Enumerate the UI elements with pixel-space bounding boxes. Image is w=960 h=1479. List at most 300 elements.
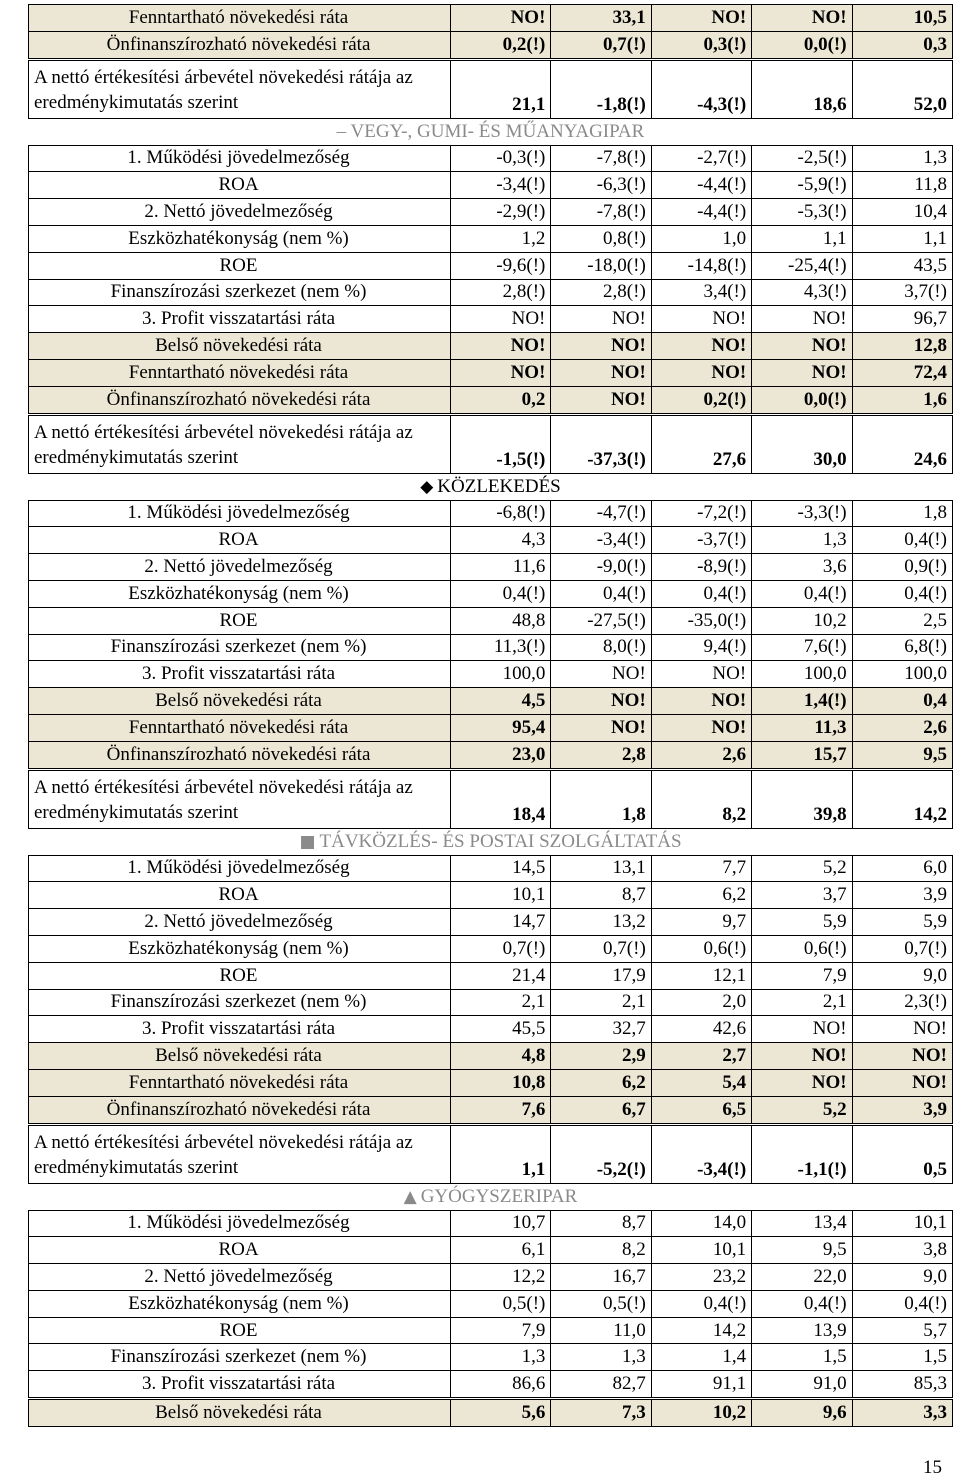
value-cell: NO! xyxy=(752,1069,852,1096)
table-row xyxy=(29,661,953,688)
row-label: 3. Profit visszatartási ráta xyxy=(29,306,451,333)
value-cell: 0,2 xyxy=(451,386,551,414)
value-cell: 1,3 xyxy=(551,1344,651,1371)
table-row xyxy=(29,1237,953,1264)
section-title-cell xyxy=(29,828,953,855)
value-cell: NO! xyxy=(852,1043,952,1070)
value-cell: 1,8 xyxy=(551,769,651,828)
value-cell: -5,9(!) xyxy=(752,172,852,199)
row-label: ROE xyxy=(29,962,451,989)
table-row xyxy=(29,414,953,473)
value-cell: -4,7(!) xyxy=(551,500,651,527)
value-cell: 0,2(!) xyxy=(451,31,551,59)
value-cell: 0,5 xyxy=(852,1124,952,1183)
row-label: 3. Profit visszatartási ráta xyxy=(29,1371,451,1399)
table-row xyxy=(29,1399,953,1427)
value-cell: NO! xyxy=(651,688,751,715)
value-cell: 10,7 xyxy=(451,1210,551,1237)
section-title: – VEGY-, GUMI- ÉS MŰANYAGIPAR xyxy=(336,120,645,142)
value-cell: 3,7 xyxy=(752,882,852,909)
table-row xyxy=(29,607,953,634)
value-cell: NO! xyxy=(651,5,751,32)
table-row xyxy=(29,145,953,172)
value-cell: 10,2 xyxy=(752,607,852,634)
value-cell: 15,7 xyxy=(752,741,852,769)
value-cell: 11,3(!) xyxy=(451,634,551,661)
value-cell: -1,1(!) xyxy=(752,1124,852,1183)
row-label: 2. Nettó jövedelmezőség xyxy=(29,1264,451,1291)
value-cell: NO! xyxy=(451,333,551,360)
value-cell: 9,7 xyxy=(651,909,751,936)
row-label: 3. Profit visszatartási ráta xyxy=(29,661,451,688)
value-cell: 0,4 xyxy=(852,688,952,715)
row-label: ROA xyxy=(29,172,451,199)
value-cell: 10,4 xyxy=(852,199,952,226)
value-cell: 6,8(!) xyxy=(852,634,952,661)
section-marker-icon: ▲ xyxy=(403,1186,417,1207)
value-cell: -3,3(!) xyxy=(752,500,852,527)
value-cell: -7,8(!) xyxy=(551,145,651,172)
value-cell: 0,4(!) xyxy=(451,580,551,607)
section-title: KÖZLEKEDÉS xyxy=(437,475,561,497)
value-cell: -1,5(!) xyxy=(451,414,551,473)
value-cell: 10,1 xyxy=(852,1210,952,1237)
value-cell: NO! xyxy=(451,5,551,32)
table-row xyxy=(29,199,953,226)
value-cell: 6,5 xyxy=(651,1096,751,1124)
value-cell: 10,2 xyxy=(651,1399,751,1427)
value-cell: NO! xyxy=(551,386,651,414)
value-cell: 8,7 xyxy=(551,1210,651,1237)
value-cell: -1,8(!) xyxy=(551,59,651,118)
row-label: A nettó értékesítési árbevétel növekedési rátája az eredménykimutatás szerint xyxy=(29,414,451,473)
value-cell: 8,7 xyxy=(551,882,651,909)
table-row xyxy=(29,225,953,252)
section-title-cell xyxy=(29,118,953,145)
value-cell: NO! xyxy=(752,5,852,32)
value-cell: NO! xyxy=(551,688,651,715)
value-cell: NO! xyxy=(752,1043,852,1070)
table-row xyxy=(29,1096,953,1124)
value-cell: NO! xyxy=(752,306,852,333)
value-cell: 85,3 xyxy=(852,1371,952,1399)
value-cell: 0,5(!) xyxy=(451,1290,551,1317)
value-cell: NO! xyxy=(551,714,651,741)
value-cell: 14,2 xyxy=(651,1317,751,1344)
value-cell: 7,6 xyxy=(451,1096,551,1124)
value-cell: 1,5 xyxy=(752,1344,852,1371)
table-row xyxy=(29,527,953,554)
value-cell: 8,2 xyxy=(551,1237,651,1264)
section-header-row xyxy=(29,118,953,145)
value-cell: 0,6(!) xyxy=(651,935,751,962)
value-cell: 8,0(!) xyxy=(551,634,651,661)
table-row xyxy=(29,1317,953,1344)
value-cell: 3,8 xyxy=(852,1237,952,1264)
value-cell: 6,2 xyxy=(551,1069,651,1096)
value-cell: -35,0(!) xyxy=(651,607,751,634)
row-label: Önfinanszírozható növekedési ráta xyxy=(29,386,451,414)
value-cell: 9,6 xyxy=(752,1399,852,1427)
row-label: 1. Működési jövedelmezőség xyxy=(29,145,451,172)
value-cell: 30,0 xyxy=(752,414,852,473)
value-cell: 2,8 xyxy=(551,741,651,769)
value-cell: 82,7 xyxy=(551,1371,651,1399)
table-row xyxy=(29,1016,953,1043)
value-cell: 27,6 xyxy=(651,414,751,473)
value-cell: 2,1 xyxy=(551,989,651,1016)
value-cell: 1,1 xyxy=(752,225,852,252)
table-row xyxy=(29,1344,953,1371)
value-cell: 7,9 xyxy=(752,962,852,989)
value-cell: 21,1 xyxy=(451,59,551,118)
value-cell: 3,3 xyxy=(852,1399,952,1427)
value-cell: 6,2 xyxy=(651,882,751,909)
value-cell: 11,3 xyxy=(752,714,852,741)
table-row xyxy=(29,252,953,279)
value-cell: 0,4(!) xyxy=(852,1290,952,1317)
value-cell: 0,0(!) xyxy=(752,31,852,59)
value-cell: 0,6(!) xyxy=(752,935,852,962)
value-cell: -3,7(!) xyxy=(651,527,751,554)
value-cell: 32,7 xyxy=(551,1016,651,1043)
row-label: Belső növekedési ráta xyxy=(29,333,451,360)
row-label: Belső növekedési ráta xyxy=(29,688,451,715)
value-cell: 0,4(!) xyxy=(551,580,651,607)
row-label: Eszközhatékonyság (nem %) xyxy=(29,580,451,607)
value-cell: 13,2 xyxy=(551,909,651,936)
value-cell: 2,0 xyxy=(651,989,751,1016)
value-cell: 8,2 xyxy=(651,769,751,828)
value-cell: 5,9 xyxy=(752,909,852,936)
table-row xyxy=(29,1371,953,1399)
value-cell: -3,4(!) xyxy=(551,527,651,554)
section-marker-icon: ■ xyxy=(299,831,316,852)
row-label: ROA xyxy=(29,527,451,554)
row-label: Finanszírozási szerkezet (nem %) xyxy=(29,1344,451,1371)
value-cell: 3,7(!) xyxy=(852,279,952,306)
value-cell: -27,5(!) xyxy=(551,607,651,634)
value-cell: 72,4 xyxy=(852,359,952,386)
value-cell: NO! xyxy=(451,306,551,333)
value-cell: 23,2 xyxy=(651,1264,751,1291)
value-cell: 91,1 xyxy=(651,1371,751,1399)
table-row xyxy=(29,580,953,607)
value-cell: 1,1 xyxy=(451,1124,551,1183)
value-cell: 45,5 xyxy=(451,1016,551,1043)
value-cell: 7,9 xyxy=(451,1317,551,1344)
value-cell: NO! xyxy=(852,1069,952,1096)
value-cell: 24,6 xyxy=(852,414,952,473)
value-cell: 14,7 xyxy=(451,909,551,936)
row-label: 2. Nettó jövedelmezőség xyxy=(29,909,451,936)
value-cell: 10,8 xyxy=(451,1069,551,1096)
row-label: Finanszírozási szerkezet (nem %) xyxy=(29,634,451,661)
value-cell: 0,4(!) xyxy=(752,1290,852,1317)
value-cell: NO! xyxy=(551,333,651,360)
value-cell: -2,9(!) xyxy=(451,199,551,226)
value-cell: NO! xyxy=(551,306,651,333)
row-label: Önfinanszírozható növekedési ráta xyxy=(29,31,451,59)
value-cell: 1,4 xyxy=(651,1344,751,1371)
section-title-cell xyxy=(29,473,953,500)
row-label: Önfinanszírozható növekedési ráta xyxy=(29,741,451,769)
value-cell: 16,7 xyxy=(551,1264,651,1291)
value-cell: -8,9(!) xyxy=(651,554,751,581)
table-row xyxy=(29,989,953,1016)
table-row xyxy=(29,386,953,414)
row-label: 1. Működési jövedelmezőség xyxy=(29,855,451,882)
value-cell: 0,0(!) xyxy=(752,386,852,414)
value-cell: 0,4(!) xyxy=(852,527,952,554)
value-cell: -6,3(!) xyxy=(551,172,651,199)
value-cell: -4,3(!) xyxy=(651,59,751,118)
value-cell: 0,5(!) xyxy=(551,1290,651,1317)
row-label: Belső növekedési ráta xyxy=(29,1043,451,1070)
value-cell: 10,1 xyxy=(451,882,551,909)
value-cell: -4,4(!) xyxy=(651,199,751,226)
value-cell: 91,0 xyxy=(752,1371,852,1399)
value-cell: 0,7(!) xyxy=(451,935,551,962)
page-number: 15 xyxy=(923,1457,942,1478)
value-cell: -3,4(!) xyxy=(651,1124,751,1183)
value-cell: 2,3(!) xyxy=(852,989,952,1016)
table-row xyxy=(29,59,953,118)
value-cell: 6,0 xyxy=(852,855,952,882)
table-row xyxy=(29,909,953,936)
value-cell: 1,2 xyxy=(451,225,551,252)
table-row xyxy=(29,1290,953,1317)
value-cell: 23,0 xyxy=(451,741,551,769)
value-cell: 2,8(!) xyxy=(551,279,651,306)
value-cell: -37,3(!) xyxy=(551,414,651,473)
value-cell: 12,8 xyxy=(852,333,952,360)
value-cell: 4,5 xyxy=(451,688,551,715)
value-cell: 1,8 xyxy=(852,500,952,527)
row-label: Eszközhatékonyság (nem %) xyxy=(29,935,451,962)
row-label: Belső növekedési ráta xyxy=(29,1399,451,1427)
value-cell: 0,3(!) xyxy=(651,31,751,59)
value-cell: 1,4(!) xyxy=(752,688,852,715)
value-cell: -14,8(!) xyxy=(651,252,751,279)
row-label: Eszközhatékonyság (nem %) xyxy=(29,225,451,252)
value-cell: 11,8 xyxy=(852,172,952,199)
value-cell: 22,0 xyxy=(752,1264,852,1291)
table-row xyxy=(29,741,953,769)
value-cell: NO! xyxy=(651,333,751,360)
table-row xyxy=(29,5,953,32)
row-label: Fenntartható növekedési ráta xyxy=(29,714,451,741)
table-row xyxy=(29,962,953,989)
value-cell: 0,7(!) xyxy=(852,935,952,962)
value-cell: 3,9 xyxy=(852,882,952,909)
section-title: GYÓGYSZERIPAR xyxy=(420,1185,578,1207)
value-cell: 11,0 xyxy=(551,1317,651,1344)
value-cell: 96,7 xyxy=(852,306,952,333)
table-row xyxy=(29,688,953,715)
value-cell: -6,8(!) xyxy=(451,500,551,527)
value-cell: 6,7 xyxy=(551,1096,651,1124)
value-cell: NO! xyxy=(551,359,651,386)
value-cell: -7,8(!) xyxy=(551,199,651,226)
value-cell: -7,2(!) xyxy=(651,500,751,527)
value-cell: 12,2 xyxy=(451,1264,551,1291)
row-label: A nettó értékesítési árbevétel növekedési rátája az eredménykimutatás szerint xyxy=(29,1124,451,1183)
table-row xyxy=(29,359,953,386)
value-cell: 14,5 xyxy=(451,855,551,882)
section-header-row xyxy=(29,1183,953,1210)
value-cell: 13,1 xyxy=(551,855,651,882)
table-row xyxy=(29,500,953,527)
value-cell: NO! xyxy=(651,714,751,741)
value-cell: NO! xyxy=(852,1016,952,1043)
row-label: A nettó értékesítési árbevétel növekedési rátája az eredménykimutatás szerint xyxy=(29,769,451,828)
value-cell: 2,7 xyxy=(651,1043,751,1070)
value-cell: 100,0 xyxy=(752,661,852,688)
value-cell: 13,4 xyxy=(752,1210,852,1237)
value-cell: 2,6 xyxy=(651,741,751,769)
value-cell: 2,1 xyxy=(451,989,551,1016)
value-cell: 4,3 xyxy=(451,527,551,554)
value-cell: 14,2 xyxy=(852,769,952,828)
table-row xyxy=(29,172,953,199)
value-cell: 9,5 xyxy=(852,741,952,769)
value-cell: 2,6 xyxy=(852,714,952,741)
table-row xyxy=(29,714,953,741)
value-cell: -4,4(!) xyxy=(651,172,751,199)
table-row xyxy=(29,279,953,306)
value-cell: 2,8(!) xyxy=(451,279,551,306)
value-cell: 6,1 xyxy=(451,1237,551,1264)
value-cell: 9,0 xyxy=(852,1264,952,1291)
value-cell: -5,3(!) xyxy=(752,199,852,226)
row-label: Fenntartható növekedési ráta xyxy=(29,5,451,32)
row-label: A nettó értékesítési árbevétel növekedési rátája az eredménykimutatás szerint xyxy=(29,59,451,118)
value-cell: -18,0(!) xyxy=(551,252,651,279)
value-cell: NO! xyxy=(651,661,751,688)
row-label: Finanszírozási szerkezet (nem %) xyxy=(29,989,451,1016)
value-cell: 18,4 xyxy=(451,769,551,828)
section-title: TÁVKÖZLÉS- ÉS POSTAI SZOLGÁLTATÁS xyxy=(319,830,682,852)
table-row xyxy=(29,882,953,909)
value-cell: 7,7 xyxy=(651,855,751,882)
row-label: Finanszírozási szerkezet (nem %) xyxy=(29,279,451,306)
row-label: 2. Nettó jövedelmezőség xyxy=(29,199,451,226)
table-row xyxy=(29,31,953,59)
value-cell: 3,9 xyxy=(852,1096,952,1124)
value-cell: -2,7(!) xyxy=(651,145,751,172)
value-cell: NO! xyxy=(551,661,651,688)
value-cell: 0,7(!) xyxy=(551,31,651,59)
table-row xyxy=(29,554,953,581)
value-cell: 42,6 xyxy=(651,1016,751,1043)
value-cell: 0,4(!) xyxy=(651,1290,751,1317)
value-cell: 3,6 xyxy=(752,554,852,581)
value-cell: 1,3 xyxy=(451,1344,551,1371)
row-label: Fenntartható növekedési ráta xyxy=(29,1069,451,1096)
value-cell: 2,9 xyxy=(551,1043,651,1070)
value-cell: NO! xyxy=(651,359,751,386)
row-label: Fenntartható növekedési ráta xyxy=(29,359,451,386)
row-label: Eszközhatékonyság (nem %) xyxy=(29,1290,451,1317)
section-header-row xyxy=(29,828,953,855)
section-header-row xyxy=(29,473,953,500)
value-cell: 1,5 xyxy=(852,1344,952,1371)
value-cell: 1,1 xyxy=(852,225,952,252)
value-cell: 2,5 xyxy=(852,607,952,634)
value-cell: 39,8 xyxy=(752,769,852,828)
value-cell: 5,2 xyxy=(752,855,852,882)
value-cell: 0,9(!) xyxy=(852,554,952,581)
value-cell: NO! xyxy=(451,359,551,386)
value-cell: 43,5 xyxy=(852,252,952,279)
value-cell: -25,4(!) xyxy=(752,252,852,279)
value-cell: 0,4(!) xyxy=(752,580,852,607)
value-cell: 1,6 xyxy=(852,386,952,414)
value-cell: 1,3 xyxy=(752,527,852,554)
value-cell: 0,8(!) xyxy=(551,225,651,252)
value-cell: 5,6 xyxy=(451,1399,551,1427)
value-cell: 0,4(!) xyxy=(651,580,751,607)
table-row xyxy=(29,855,953,882)
row-label: ROA xyxy=(29,1237,451,1264)
value-cell: 9,0 xyxy=(852,962,952,989)
value-cell: 33,1 xyxy=(551,5,651,32)
value-cell: -2,5(!) xyxy=(752,145,852,172)
value-cell: 9,4(!) xyxy=(651,634,751,661)
value-cell: 18,6 xyxy=(752,59,852,118)
value-cell: 1,3 xyxy=(852,145,952,172)
table-row xyxy=(29,1210,953,1237)
table-row xyxy=(29,634,953,661)
value-cell: -5,2(!) xyxy=(551,1124,651,1183)
value-cell: 5,7 xyxy=(852,1317,952,1344)
table-row xyxy=(29,769,953,828)
row-label: 1. Működési jövedelmezőség xyxy=(29,500,451,527)
row-label: 2. Nettó jövedelmezőség xyxy=(29,554,451,581)
value-cell: 13,9 xyxy=(752,1317,852,1344)
value-cell: 5,4 xyxy=(651,1069,751,1096)
value-cell: 10,1 xyxy=(651,1237,751,1264)
value-cell: 10,5 xyxy=(852,5,952,32)
value-cell: 0,3 xyxy=(852,31,952,59)
value-cell: 9,5 xyxy=(752,1237,852,1264)
value-cell: 52,0 xyxy=(852,59,952,118)
table-row xyxy=(29,935,953,962)
financial-ratio-table xyxy=(28,4,953,1427)
table-row xyxy=(29,1264,953,1291)
value-cell: 86,6 xyxy=(451,1371,551,1399)
value-cell: 17,9 xyxy=(551,962,651,989)
value-cell: 1,0 xyxy=(651,225,751,252)
value-cell: NO! xyxy=(752,1016,852,1043)
table-body xyxy=(29,5,953,1427)
value-cell: 5,9 xyxy=(852,909,952,936)
table-row xyxy=(29,1069,953,1096)
value-cell: 0,4(!) xyxy=(852,580,952,607)
table-row xyxy=(29,1043,953,1070)
value-cell: 100,0 xyxy=(451,661,551,688)
value-cell: NO! xyxy=(651,306,751,333)
value-cell: 7,6(!) xyxy=(752,634,852,661)
value-cell: 11,6 xyxy=(451,554,551,581)
value-cell: 12,1 xyxy=(651,962,751,989)
row-label: ROE xyxy=(29,1317,451,1344)
row-label: ROE xyxy=(29,607,451,634)
row-label: 3. Profit visszatartási ráta xyxy=(29,1016,451,1043)
value-cell: -9,0(!) xyxy=(551,554,651,581)
value-cell: 4,3(!) xyxy=(752,279,852,306)
